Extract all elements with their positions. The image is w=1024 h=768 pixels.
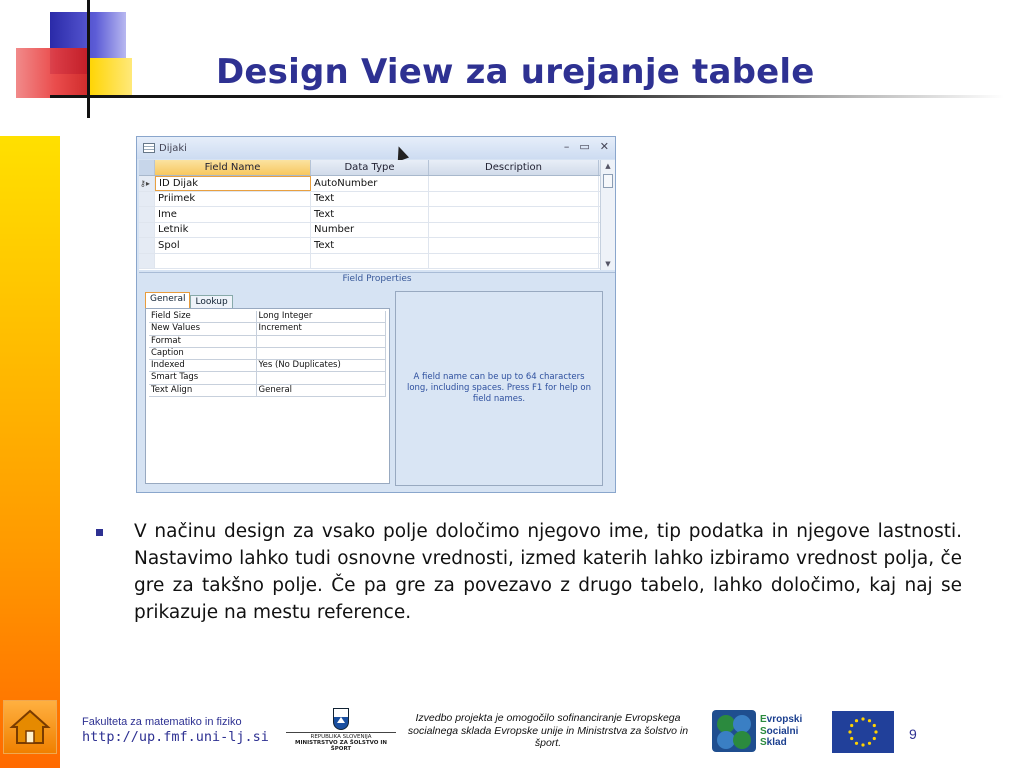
field-properties-label: Field Properties: [139, 272, 615, 286]
data-type-cell[interactable]: Text: [311, 238, 429, 253]
ministry-line2: MINISTRSTVO ZA ŠOLSTVO IN ŠPORT: [295, 740, 387, 752]
esf-line1: vropski: [766, 714, 803, 725]
property-value[interactable]: [257, 336, 386, 347]
row-selector[interactable]: ⚷▸: [139, 176, 155, 191]
sidebar-gradient: [0, 136, 60, 768]
bullet-icon: [96, 529, 103, 536]
select-all-corner[interactable]: [139, 160, 155, 175]
eu-star-icon: [855, 719, 858, 722]
eu-star-icon: [873, 737, 876, 740]
property-key: Field Size: [149, 311, 257, 322]
property-key: Smart Tags: [149, 372, 257, 383]
tab-general[interactable]: General: [145, 292, 190, 308]
field-row[interactable]: [139, 207, 615, 223]
property-key: Text Align: [149, 385, 257, 396]
access-table-window: [136, 136, 616, 493]
eu-flag-icon: [832, 711, 894, 753]
esf-line3: klad: [766, 737, 787, 748]
logo-vertical-line: [87, 0, 90, 118]
property-row[interactable]: [149, 360, 386, 372]
property-key: Indexed: [149, 360, 257, 371]
logo-red-square: [16, 48, 88, 98]
scroll-thumb[interactable]: [603, 174, 613, 188]
properties-panel: [145, 292, 390, 484]
property-row[interactable]: [149, 323, 386, 335]
property-row[interactable]: [149, 336, 386, 348]
description-cell[interactable]: [429, 207, 599, 222]
description-cell[interactable]: [429, 176, 599, 191]
column-field-name[interactable]: Field Name: [155, 160, 311, 175]
ministry-line1: REPUBLIKA SLOVENIJA: [286, 732, 396, 740]
row-selector[interactable]: [139, 254, 155, 269]
row-selector[interactable]: [139, 207, 155, 222]
grid-scrollbar[interactable]: [600, 160, 615, 270]
row-selector[interactable]: [139, 192, 155, 207]
data-type-cell[interactable]: Text: [311, 192, 429, 207]
page-number: 9: [909, 726, 917, 742]
field-name-cell[interactable]: [155, 254, 311, 269]
property-value[interactable]: [257, 372, 386, 383]
ministry-logo: [286, 708, 396, 758]
eu-star-icon: [868, 742, 871, 745]
property-value[interactable]: Long Integer: [257, 311, 386, 322]
row-selector[interactable]: [139, 223, 155, 238]
esf-logo-icon: [712, 710, 756, 752]
field-name-cell[interactable]: Ime: [155, 207, 311, 222]
esf-line2: ocialni: [766, 725, 799, 737]
field-name-cell[interactable]: ID Dijak: [155, 176, 311, 191]
column-description[interactable]: Description: [429, 160, 599, 175]
eu-star-icon: [855, 742, 858, 745]
property-value[interactable]: Increment: [257, 323, 386, 334]
scroll-down-icon[interactable]: ▼: [605, 260, 611, 268]
funding-notice: Izvedbo projekta je omogočilo sofinanciranje Evropskega socialnega sklada Evropske unije in Ministrstva za šolstvo in šport.: [407, 712, 689, 749]
data-type-cell[interactable]: Number: [311, 223, 429, 238]
bullet-paragraph: V načinu design za vsako polje določimo njegovo ime, tip podatka in njegove lastnosti. Nastavimo lahko tudi osnovne vrednosti, izmed katerih lahko izbiramo vrednost polja, če gre za takšno polje. Če pa gre za povezavo z drugo tabelo, lahko določimo, kaj naj se prikazuje na mestu reference.: [134, 521, 962, 623]
eu-star-icon: [868, 719, 871, 722]
data-type-cell[interactable]: AutoNumber: [311, 176, 429, 191]
faculty-name: Fakulteta za matematiko in fiziko: [82, 716, 242, 728]
logo-yellow-square: [88, 58, 132, 98]
maximize-button[interactable]: ▭: [579, 140, 590, 153]
close-button[interactable]: ✕: [599, 140, 609, 153]
property-row[interactable]: [149, 372, 386, 384]
eu-star-icon: [861, 717, 864, 720]
minimize-button[interactable]: –: [563, 140, 570, 153]
eu-star-icon: [873, 724, 876, 727]
field-row[interactable]: [139, 223, 615, 239]
eu-star-icon: [850, 724, 853, 727]
property-row[interactable]: [149, 385, 386, 397]
description-cell[interactable]: [429, 192, 599, 207]
field-name-cell[interactable]: Letnik: [155, 223, 311, 238]
field-row[interactable]: [139, 192, 615, 208]
row-selector[interactable]: [139, 238, 155, 253]
window-titlebar: [137, 137, 615, 159]
slovenia-crest-icon: [333, 708, 349, 730]
field-name-cell[interactable]: Priimek: [155, 192, 311, 207]
window-title: Dijaki: [159, 142, 187, 154]
eu-star-icon: [861, 743, 864, 746]
eu-star-icon: [874, 730, 877, 733]
properties-grid: [145, 308, 390, 484]
column-data-type[interactable]: Data Type: [311, 160, 429, 175]
data-type-cell[interactable]: [311, 254, 429, 269]
description-cell[interactable]: [429, 238, 599, 253]
data-type-cell[interactable]: Text: [311, 207, 429, 222]
field-row[interactable]: [139, 176, 615, 192]
property-row[interactable]: [149, 311, 386, 323]
description-cell[interactable]: [429, 223, 599, 238]
home-button[interactable]: [3, 700, 57, 754]
property-value[interactable]: [257, 348, 386, 359]
title-underline: [50, 95, 1004, 98]
field-row[interactable]: [139, 254, 615, 270]
property-key: New Values: [149, 323, 257, 334]
slide-title: Design View za urejanje tabele: [216, 52, 815, 92]
table-icon: [143, 143, 155, 153]
tab-lookup[interactable]: Lookup: [190, 295, 232, 308]
field-row[interactable]: [139, 238, 615, 254]
scroll-up-icon[interactable]: ▲: [605, 162, 611, 170]
description-cell[interactable]: [429, 254, 599, 269]
eu-star-icon: [850, 737, 853, 740]
property-row[interactable]: [149, 348, 386, 360]
field-grid: [139, 160, 615, 270]
property-value[interactable]: Yes (No Duplicates): [257, 360, 386, 371]
esf-text: Evropski Socialni Sklad: [760, 714, 803, 748]
property-value[interactable]: General: [257, 385, 386, 396]
field-name-cell[interactable]: Spol: [155, 238, 311, 253]
property-key: Format: [149, 336, 257, 347]
property-key: Caption: [149, 348, 257, 359]
eu-star-icon: [848, 730, 851, 733]
help-text: A field name can be up to 64 characters long, including spaces. Press F1 for help on field names.: [395, 291, 603, 486]
home-icon: [8, 707, 52, 747]
grid-header: [139, 160, 615, 176]
faculty-url-link[interactable]: http://up.fmf.uni-lj.si: [82, 729, 269, 745]
